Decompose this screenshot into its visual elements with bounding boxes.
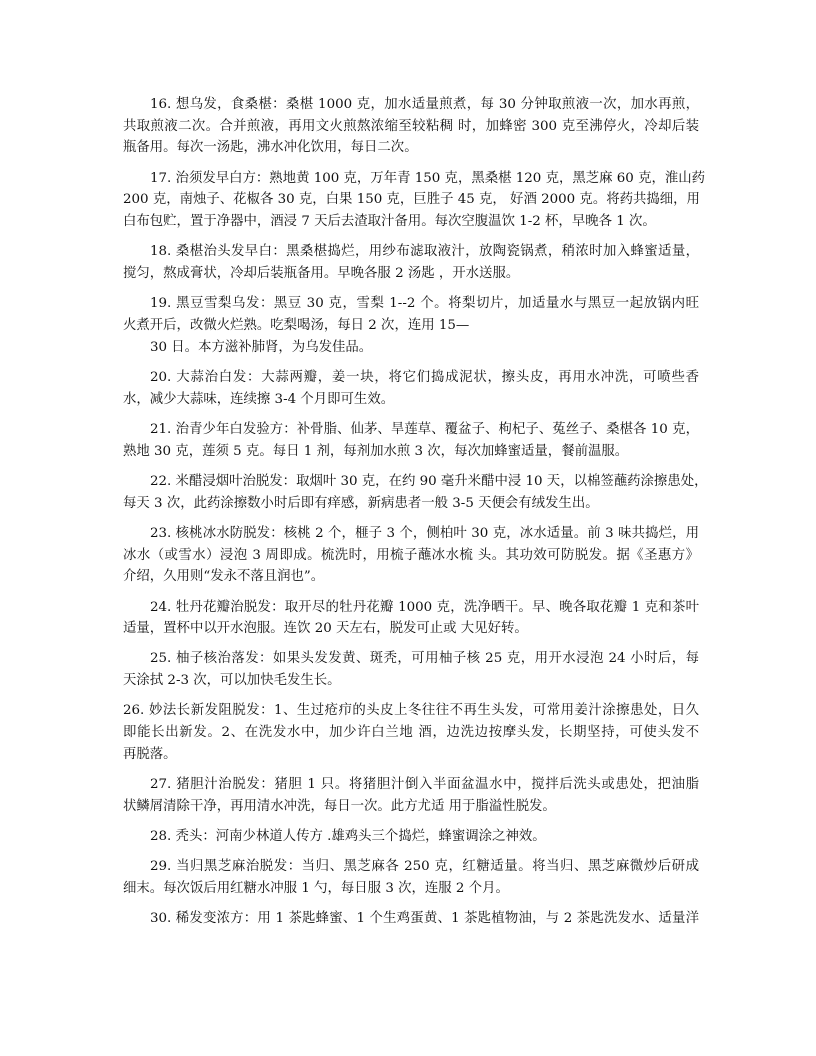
text-line: 18. 桑椹治头发早白：黑桑椹捣烂，用纱布滤取液汁，放陶瓷锅煮，稍浓时加入蜂蜜适量，	[150, 244, 699, 260]
text-line: 26. 妙法长新发阻脱发：1、生过疮疖的头皮上冬往往不再生头发，可常用姜汁涂擦患处，日久	[123, 703, 699, 719]
remedy-paragraph	[123, 419, 699, 462]
remedy-paragraph	[123, 597, 699, 640]
text-line: 25. 柚子核治落发：如果头发发黄、斑秃，可用柚子核 25 克，用开水浸泡 24 小时后，每	[150, 651, 699, 667]
text-line: 即能长出新发。2、在洗发水中，加少许白兰地 酒，边洗边按摩头发，长期坚持，可使头发不	[123, 725, 699, 741]
text-line: 天涂拭 2-3 次，可以加快毛发生长。	[123, 673, 341, 689]
remedy-paragraph	[123, 471, 708, 514]
text-line: 30 日。本方滋补肺肾，为乌发佳品。	[150, 339, 373, 355]
remedy-paragraph	[123, 774, 699, 817]
remedy-paragraph	[123, 826, 699, 848]
remedy-paragraph	[123, 241, 699, 284]
text-line: 17. 治须发早白方：熟地黄 100 克，万年青 150 克，黑桑椹 120 克，黑芝麻 60 克，淮山药	[150, 170, 706, 186]
text-line: 介绍，久用则“发永不落且润也”。	[123, 569, 325, 585]
remedy-paragraph	[123, 293, 699, 358]
text-line: 27. 猪胆汁治脱发：猪胆 1 只。将猪胆汁倒入半面盆温水中，搅拌后洗头或患处，把油脂	[150, 777, 699, 793]
text-line: 白布包贮，置于净器中，酒浸 7 天后去渣取汁备用。每次空腹温饮 1-2 杯，早晚各 1 次。	[123, 214, 656, 230]
remedy-paragraph	[123, 856, 699, 899]
text-line: 瓶备用。每次一汤匙，沸水冲化饮用，每日二次。	[123, 140, 418, 156]
text-line: 搅匀，熬成膏状，冷却后装瓶备用。早晚各服 2 汤匙 ，开水送服。	[123, 266, 520, 281]
text-line: 20. 大蒜治白发：大蒜两瓣，姜一块，将它们捣成泥状，擦头皮，再用水冲洗，可喷些香	[150, 369, 699, 385]
remedy-paragraph	[123, 523, 699, 588]
text-line: 28. 秃头：河南少林道人传方 .雄鸡头三个捣烂，蜂蜜调涂之神效。	[150, 829, 546, 845]
text-line: 冰水（或雪水）浸泡 3 周即成。梳洗时，用梳子蘸冰水梳 头。其功效可防脱发。据《圣惠方》	[123, 547, 699, 563]
text-line: 火煮开后，改微火烂熟。吃梨喝汤，每日 2 次，连用 15—	[123, 317, 470, 333]
remedy-paragraph	[123, 367, 699, 410]
text-line: 19. 黑豆雪梨乌发：黑豆 30 克，雪梨 1--2 个。将梨切片，加适量水与黑豆一起放锅内旺	[150, 296, 699, 312]
text-line: 16. 想乌发，食桑椹：桑椹 1000 克，加水适量煎煮，每 30 分钟取煎液一次，加水再煎，	[150, 97, 699, 112]
text-line: 29. 当归黑芝麻治脱发：当归、黑芝麻各 250 克，红糖适量。将当归、黑芝麻微炒后研成	[150, 859, 699, 875]
text-line: 22. 米醋浸烟叶治脱发：取烟叶 30 克，在约 90 毫升米醋中浸 10 天，以棉签蘸药涂擦患处，	[150, 473, 708, 489]
text-line: 水，减少大蒜味，连续擦 3-4 个月即可生效。	[123, 391, 395, 407]
text-line: 共取煎液二次。合并煎液，再用文火煎熬浓缩至较粘稠 时，加蜂密 300 克至沸停火，冷却后装	[123, 118, 699, 134]
text-line: 状鳞屑清除干净，再用清水冲洗，每日一次。此方尤适 用于脂溢性脱发。	[123, 798, 556, 814]
remedy-paragraph	[123, 168, 706, 233]
text-line: 23. 核桃冰水防脱发：核桃 2 个，榧子 3 个，侧柏叶 30 克，冰水适量。前 3 味共捣烂，用	[150, 525, 699, 541]
text-line: 21. 治青少年白发验方：补骨脂、仙茅、旱莲草、覆盆子、枸杞子、菟丝子、桑椹各 10 克，	[150, 421, 699, 437]
text-line: 30. 稀发变浓方：用 1 茶匙蜂蜜、1 个生鸡蛋黄、1 茶匙植物油，与 2 茶匙洗发水、适量洋	[150, 911, 699, 927]
remedy-paragraph	[123, 700, 699, 765]
text-line: 200 克，南烛子、花椒各 30 克，白果 150 克，巨胜子 45 克， 好酒 2000 克。将药共捣细，用	[123, 192, 700, 208]
remedy-paragraph	[123, 908, 699, 930]
remedy-paragraph	[123, 648, 699, 691]
text-line: 适量，置杯中以开水泡服。连饮 20 天左右，脱发可止或 大见好转。	[123, 621, 528, 637]
text-line: 再脱落。	[123, 746, 177, 762]
document-body	[123, 94, 708, 939]
remedy-paragraph	[123, 94, 699, 159]
text-line: 24. 牡丹花瓣治脱发：取开尽的牡丹花瓣 1000 克，洗净晒干。早、晚各取花瓣 1 克和茶叶	[150, 599, 699, 615]
text-line: 细末。每次饭后用红糖水冲服 1 勺，每日服 3 次，连服 2 个月。	[123, 881, 509, 897]
text-line: 每天 3 次，此药涂擦数小时后即有痒感，新病患者一般 3-5 天便会有绒发生出。	[123, 495, 599, 511]
text-line: 熟地 30 克，莲须 5 克。每日 1 剂，每剂加水煎 3 次，每次加蜂蜜适量，餐前温服。	[123, 443, 629, 459]
